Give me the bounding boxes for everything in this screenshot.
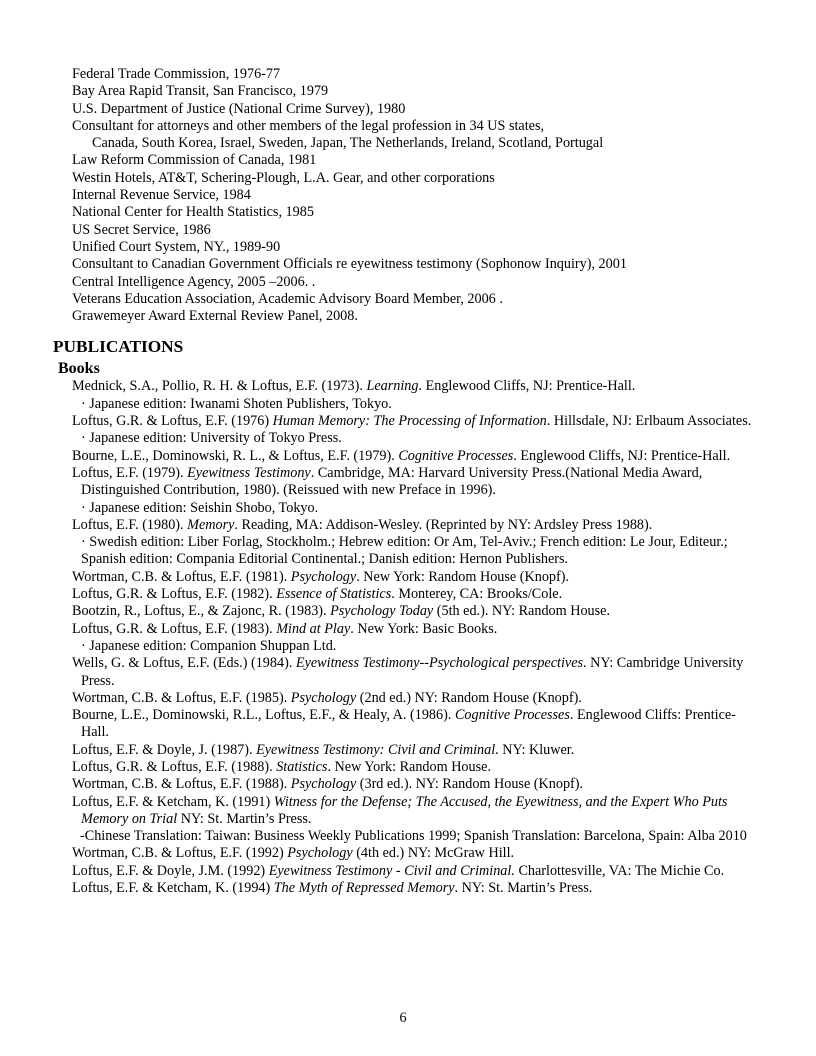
- book-citation: Bootzin, R., Loftus, E., & Zajonc, R. (1983).: [72, 603, 331, 620]
- consulting-item: Canada, South Korea, Israel, Sweden, Japan, The Netherlands, Ireland, Scotland, Portugal: [92, 135, 604, 152]
- book-title: Eyewitness Testimony: Civil and Criminal: [256, 741, 496, 758]
- consulting-item: Central Intelligence Agency, 2005 –2006. .: [72, 273, 316, 290]
- book-entry: [0, 517, 757, 534]
- book-title: Witness for the Defense; The Accused, the Eyewitness, and the Expert Who Puts Memory on Trial: [81, 793, 728, 827]
- consulting-list: [0, 66, 816, 325]
- consulting-item: Unified Court System, NY., 1989-90: [72, 238, 281, 255]
- book-entry: [0, 378, 757, 395]
- book-entry: [0, 413, 757, 430]
- book-citation: Bourne, L.E., Dominowski, R.L., Loftus, E.F., & Healy, A. (1986).: [72, 707, 455, 724]
- book-entry: [0, 603, 757, 620]
- book-title: Psychology: [290, 776, 357, 793]
- book-title: Learning: [366, 378, 419, 395]
- book-title: The Myth of Repressed Memory: [273, 880, 455, 897]
- book-publisher: (3rd ed.). NY: Random House (Knopf).: [356, 776, 584, 793]
- book-title: Cognitive Processes: [398, 447, 514, 464]
- consulting-item: US Secret Service, 1986: [72, 221, 211, 238]
- book-citation: Loftus, G.R. & Loftus, E.F. (1982).: [72, 586, 277, 603]
- consulting-item: U.S. Department of Justice (National Crime Survey), 1980: [72, 100, 406, 117]
- book-publisher: . Monterey, CA: Brooks/Cole.: [391, 586, 563, 603]
- consulting-item: Consultant to Canadian Government Officials re eyewitness testimony (Sophonow Inquiry), 2001: [72, 256, 627, 273]
- book-title: Cognitive Processes: [454, 707, 570, 724]
- book-publisher: . Englewood Cliffs, NJ: Prentice-Hall.: [513, 447, 731, 464]
- book-title: Eyewitness Testimony--Psychological perspectives: [295, 655, 584, 672]
- book-publisher: . NY: Cambridge University Press.: [81, 655, 744, 689]
- book-entry: [0, 707, 757, 742]
- book-title: Psychology Today: [330, 603, 434, 620]
- consulting-item: Law Reform Commission of Canada, 1981: [72, 152, 317, 169]
- book-entry: [0, 880, 757, 897]
- book-translation-note: -Chinese Translation: Taiwan: Business Weekly Publications 1999; Spanish Translation: Barcelona, Spain: Alba 2010: [80, 828, 747, 845]
- book-citation: Mednick, S.A., Pollio, R. H. & Loftus, E.F. (1973).: [72, 378, 367, 395]
- books-heading: Books: [58, 360, 100, 378]
- consulting-item: Westin Hotels, AT&T, Schering-Plough, L.A. Gear, and other corporations: [72, 169, 495, 186]
- book-entry: [0, 586, 757, 603]
- book-publisher: (2nd ed.) NY: Random House (Knopf).: [356, 689, 582, 706]
- book-entry: [0, 742, 757, 759]
- book-citation: Wortman, C.B. & Loftus, E.F. (1992): [72, 845, 288, 862]
- book-publisher: . Cambridge, MA: Harvard University Press.(National Media Award, Distinguished Contribution, 1980). (Reissued with new Preface in 1996).: [81, 464, 703, 499]
- book-citation: Loftus, E.F. (1980).: [72, 516, 188, 533]
- book-entry: [0, 655, 757, 690]
- book-entry: [0, 759, 757, 776]
- consulting-item: Federal Trade Commission, 1976-77: [72, 66, 281, 82]
- publications-heading: PUBLICATIONS: [53, 337, 184, 357]
- book-edition-note: · Japanese edition: Iwanami Shoten Publishers, Tokyo.: [81, 395, 392, 412]
- book-title: Statistics: [276, 758, 328, 775]
- book-title: Psychology: [290, 689, 357, 706]
- book-publisher: . Hillsdale, NJ: Erlbaum Associates.: [546, 413, 752, 430]
- book-publisher: NY: St. Martin’s Press.: [177, 810, 312, 827]
- book-citation: Loftus, E.F. & Ketcham, K. (1991): [72, 793, 274, 810]
- book-entry: [0, 690, 757, 707]
- consulting-item: Consultant for attorneys and other members of the legal profession in 34 US states,: [72, 117, 545, 134]
- books-list: [0, 378, 816, 897]
- book-citation: Wortman, C.B. & Loftus, E.F. (1985).: [72, 689, 291, 706]
- book-edition-note: · Japanese edition: Seishin Shobo, Tokyo.: [81, 499, 319, 516]
- consulting-item: Grawemeyer Award External Review Panel, 2008.: [72, 308, 358, 325]
- book-publisher: . NY: St. Martin’s Press.: [454, 880, 593, 897]
- book-publisher: . New York: Basic Books.: [350, 620, 498, 637]
- book-citation: Wortman, C.B. & Loftus, E.F. (1981).: [72, 568, 291, 585]
- book-entry: [0, 776, 757, 793]
- book-edition-note: · Japanese edition: Companion Shuppan Ltd.: [81, 637, 337, 654]
- consulting-item: Bay Area Rapid Transit, San Francisco, 1979: [72, 83, 329, 100]
- book-title: Memory: [187, 516, 235, 533]
- document-page: [0, 66, 816, 897]
- book-entry: [0, 845, 757, 862]
- book-title: Essence of Statistics: [276, 586, 392, 603]
- book-citation: Loftus, E.F. & Doyle, J.M. (1992): [72, 862, 269, 879]
- book-citation: Loftus, G.R. & Loftus, E.F. (1988).: [72, 758, 277, 775]
- book-entry: [0, 794, 757, 829]
- book-publisher: . NY: Kluwer.: [495, 741, 575, 758]
- book-publisher: (4th ed.) NY: McGraw Hill.: [352, 845, 515, 862]
- book-edition-note: · Japanese edition: University of Tokyo Press.: [81, 430, 342, 447]
- book-publisher: (5th ed.). NY: Random House.: [433, 603, 611, 620]
- book-edition-note: · Swedish edition: Liber Forlag, Stockholm.; Hebrew edition: Or Am, Tel-Aviv.; French edition: Le Jour, Editeur.; Spanish edition: Compania Editorial Continental.; Danish edition: Hernon Publishers.: [81, 534, 728, 568]
- book-citation: Bourne, L.E., Dominowski, R. L., & Loftus, E.F. (1979).: [72, 447, 399, 464]
- book-title: Psychology: [287, 845, 353, 862]
- consulting-item: National Center for Health Statistics, 1985: [72, 204, 314, 221]
- book-publisher: . New York: Random House (Knopf).: [356, 568, 570, 585]
- book-citation: Wells, G. & Loftus, E.F. (Eds.) (1984).: [72, 655, 296, 672]
- book-title: Eyewitness Testimony - Civil and Criminal.: [268, 862, 515, 879]
- book-publisher: Charlottesville, VA: The Michie Co.: [514, 862, 725, 879]
- book-entry: [0, 621, 757, 638]
- book-title: Mind at Play: [276, 620, 351, 637]
- book-entry: [0, 863, 757, 880]
- book-entry: [0, 465, 757, 500]
- page-number: 6: [399, 1010, 407, 1026]
- book-publisher: . Englewood Cliffs: Prentice-Hall.: [81, 707, 736, 741]
- book-title: Psychology: [290, 568, 357, 585]
- book-entry: [0, 569, 757, 586]
- book-citation: Loftus, E.F. & Doyle, J. (1987).: [72, 741, 257, 758]
- book-entry: [0, 448, 757, 465]
- book-citation: Loftus, G.R. & Loftus, E.F. (1983).: [72, 620, 277, 637]
- book-citation: Loftus, G.R. & Loftus, E.F. (1976): [72, 413, 273, 430]
- book-citation: Loftus, E.F. (1979).: [72, 464, 188, 481]
- book-title: Eyewitness Testimony: [187, 464, 311, 481]
- book-publisher: . Reading, MA: Addison-Wesley. (Reprinted by NY: Ardsley Press 1988).: [234, 516, 653, 533]
- book-citation: Wortman, C.B. & Loftus, E.F. (1988).: [72, 776, 291, 793]
- consulting-item: Internal Revenue Service, 1984: [72, 187, 251, 204]
- book-citation: Loftus, E.F. & Ketcham, K. (1994): [72, 880, 274, 897]
- book-publisher: . Englewood Cliffs, NJ: Prentice-Hall.: [418, 378, 636, 395]
- book-publisher: . New York: Random House.: [327, 758, 491, 775]
- consulting-item: Veterans Education Association, Academic Advisory Board Member, 2006 .: [72, 290, 503, 307]
- book-title: Human Memory: The Processing of Information: [272, 413, 547, 430]
